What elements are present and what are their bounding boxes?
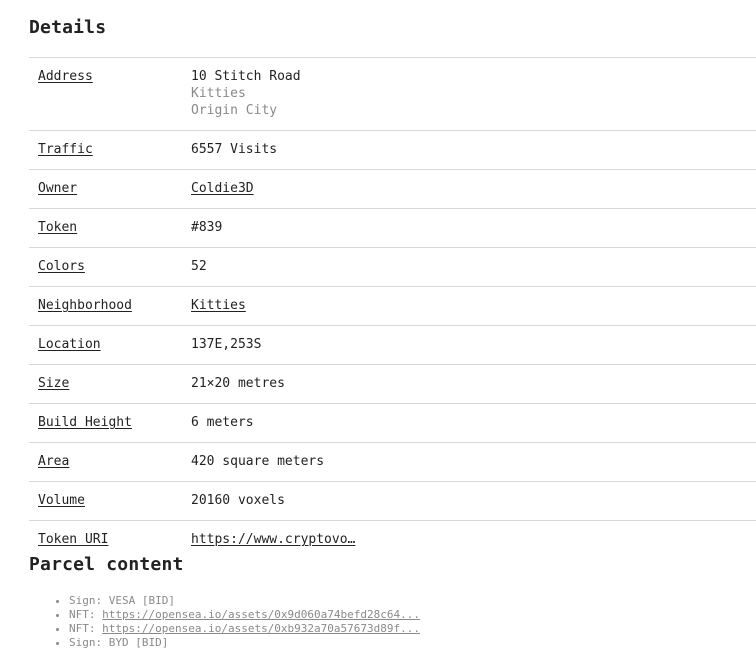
address-value <box>191 58 756 131</box>
token-value: #839 <box>191 220 223 235</box>
area-label-link[interactable]: Area <box>38 454 70 469</box>
size-value: 21×20 metres <box>191 376 285 391</box>
location-label-link[interactable]: Location <box>38 337 101 352</box>
table-row <box>29 326 756 365</box>
neighborhood-link[interactable]: Kitties <box>191 298 246 313</box>
token-uri-link[interactable]: https://www.cryptovo… <box>191 532 356 547</box>
table-row <box>29 404 756 443</box>
item-text: VESA [BID] <box>108 594 175 607</box>
table-row <box>29 209 756 248</box>
parcel-content-list <box>29 594 420 650</box>
parcel-content-heading: Parcel content <box>29 554 184 575</box>
list-item <box>69 594 420 608</box>
address-label-link[interactable]: Address <box>38 69 93 84</box>
build-height-value: 6 meters <box>191 415 254 430</box>
table-row <box>29 170 756 209</box>
item-prefix: NFT: <box>69 608 96 621</box>
item-text: BYD [BID] <box>108 636 169 649</box>
table-row <box>29 248 756 287</box>
address-city: Origin City <box>191 103 278 118</box>
details-heading: Details <box>29 17 107 38</box>
nft-link[interactable]: https://opensea.io/assets/0x9d060a74befd28c64... <box>102 608 421 621</box>
token-uri-label-link[interactable]: Token URI <box>38 532 109 547</box>
item-prefix: Sign: <box>69 636 103 649</box>
table-row <box>29 131 756 170</box>
neighborhood-label-link[interactable]: Neighborhood <box>38 298 132 313</box>
details-table <box>29 57 756 559</box>
table-row <box>29 58 756 131</box>
list-item <box>69 622 420 636</box>
item-prefix: Sign: <box>69 594 103 607</box>
volume-label-link[interactable]: Volume <box>38 493 85 508</box>
list-item <box>69 636 420 650</box>
area-value: 420 square meters <box>191 454 325 469</box>
owner-label-link[interactable]: Owner <box>38 181 78 196</box>
owner-link[interactable]: Coldie3D <box>191 181 254 196</box>
address-neighborhood: Kitties <box>191 86 246 101</box>
colors-label-link[interactable]: Colors <box>38 259 85 274</box>
traffic-value: 6557 Visits <box>191 142 278 157</box>
nft-link[interactable]: https://opensea.io/assets/0xb932a70a57673d89f... <box>102 622 421 635</box>
address-street: 10 Stitch Road <box>191 69 301 84</box>
item-prefix: NFT: <box>69 622 96 635</box>
table-row <box>29 443 756 482</box>
location-value: 137E,253S <box>191 337 262 352</box>
table-row <box>29 365 756 404</box>
token-label-link[interactable]: Token <box>38 220 78 235</box>
colors-value: 52 <box>191 259 207 274</box>
size-label-link[interactable]: Size <box>38 376 70 391</box>
table-row <box>29 482 756 521</box>
list-item <box>69 608 420 622</box>
volume-value: 20160 voxels <box>191 493 285 508</box>
build-height-label-link[interactable]: Build Height <box>38 415 132 430</box>
traffic-label-link[interactable]: Traffic <box>38 142 93 157</box>
table-row <box>29 287 756 326</box>
